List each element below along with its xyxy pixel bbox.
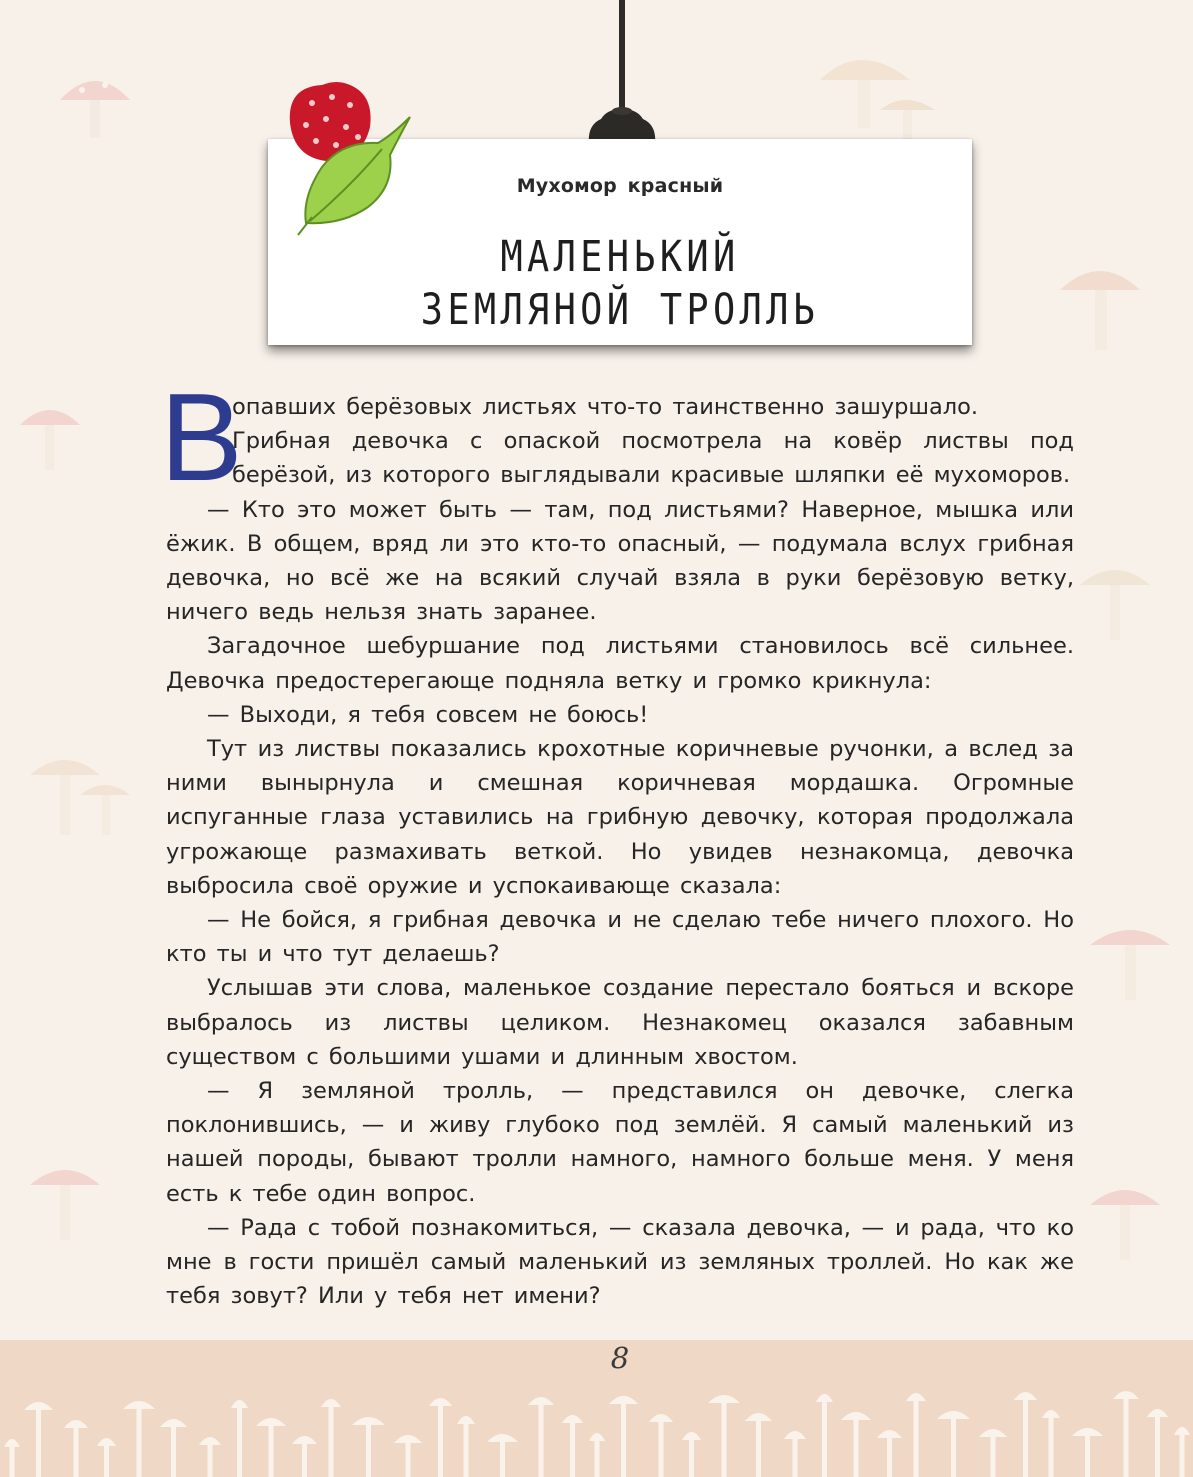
chapter-subtitle: Мухомор красный xyxy=(516,175,724,197)
mushroom-decor-top-left xyxy=(60,81,130,138)
paragraph: — Не бойся, я грибная девочка и не сделаю тебе ничего плохого. Но кто ты и что тут делаешь? xyxy=(166,907,1074,968)
mushroom-decor-left-3 xyxy=(30,1170,100,1240)
paragraph: Тут из листвы показались крохотные коричневые ручонки, а вслед за ними вынырнула и смешная коричневая мордашка. Огромные испуганные глаза уставились на грибную девочку, которая продолжала угрожающе размахивать веткой. Но увидев незнакомца, девочка выбросила своё оружие и успокаивающе сказала: xyxy=(166,736,1074,899)
mushroom-decor-top-right xyxy=(820,60,935,140)
mushroom-decor-right-3 xyxy=(1090,930,1170,1000)
story-text xyxy=(166,390,1074,1313)
paragraph: — Рада с тобой познакомиться, — сказала девочка, — и рада, что ко мне в гости пришёл самый маленький из земляных троллей. Но как же тебя зовут? Или у тебя нет имени? xyxy=(166,1214,1074,1310)
paragraph: Загадочное шебуршание под листьями становилось всё сильнее. Девочка предостерегающе подняла ветку и громко крикнула: xyxy=(166,633,1074,694)
chapter-title: МАЛЕНЬКИЙ ЗЕМЛЯНОЙ ТРОЛЛЬ xyxy=(420,232,820,335)
mushroom-decor-right-1 xyxy=(1060,271,1140,350)
paragraph: опавших берёзовых листьях что-то таинственно зашуршало. xyxy=(232,394,979,420)
paragraph: — Я земляной тролль, — представился он девочке, слегка поклонившись, — и живу глубоко под землёй. Я самый маленький из нашей породы, бывают тролли намного, намного больше меня. У меня есть к тебе один вопрос. xyxy=(166,1078,1074,1207)
paragraph: Грибная девочка с опаской посмотрела на ковёр листвы под берёзой, из которого выглядывали красивые шляпки её мухоморов. xyxy=(232,428,1074,489)
drop-cap: В xyxy=(160,369,243,507)
hanging-cord xyxy=(619,0,625,112)
paragraph: — Кто это может быть — там, под листьями? Наверное, мышка или ёжик. В общем, вряд ли это кто-то опасный, — подумала вслух грибная девочка, но всё же на всякий случай взяла в руки берёзовую ветку, ничего ведь нельзя знать заранее. xyxy=(166,496,1074,626)
mushroom-decor-left-1 xyxy=(20,410,80,470)
mushroom-decor-right-2 xyxy=(1080,570,1150,640)
paragraph: Услышав эти слова, маленькое создание перестало бояться и вскоре выбралось из листвы целиком. Незнакомец оказался забавным существом с большими ушами и длинным хвостом. xyxy=(166,975,1074,1070)
mushroom-decor-left-2 xyxy=(30,760,130,835)
paragraph: — Выходи, я тебя совсем не боюсь! xyxy=(207,701,649,728)
page-number: 8 xyxy=(610,1341,630,1375)
mushroom-decor-right-4 xyxy=(1090,1190,1160,1260)
raspberry-leaf-icon xyxy=(282,75,417,240)
